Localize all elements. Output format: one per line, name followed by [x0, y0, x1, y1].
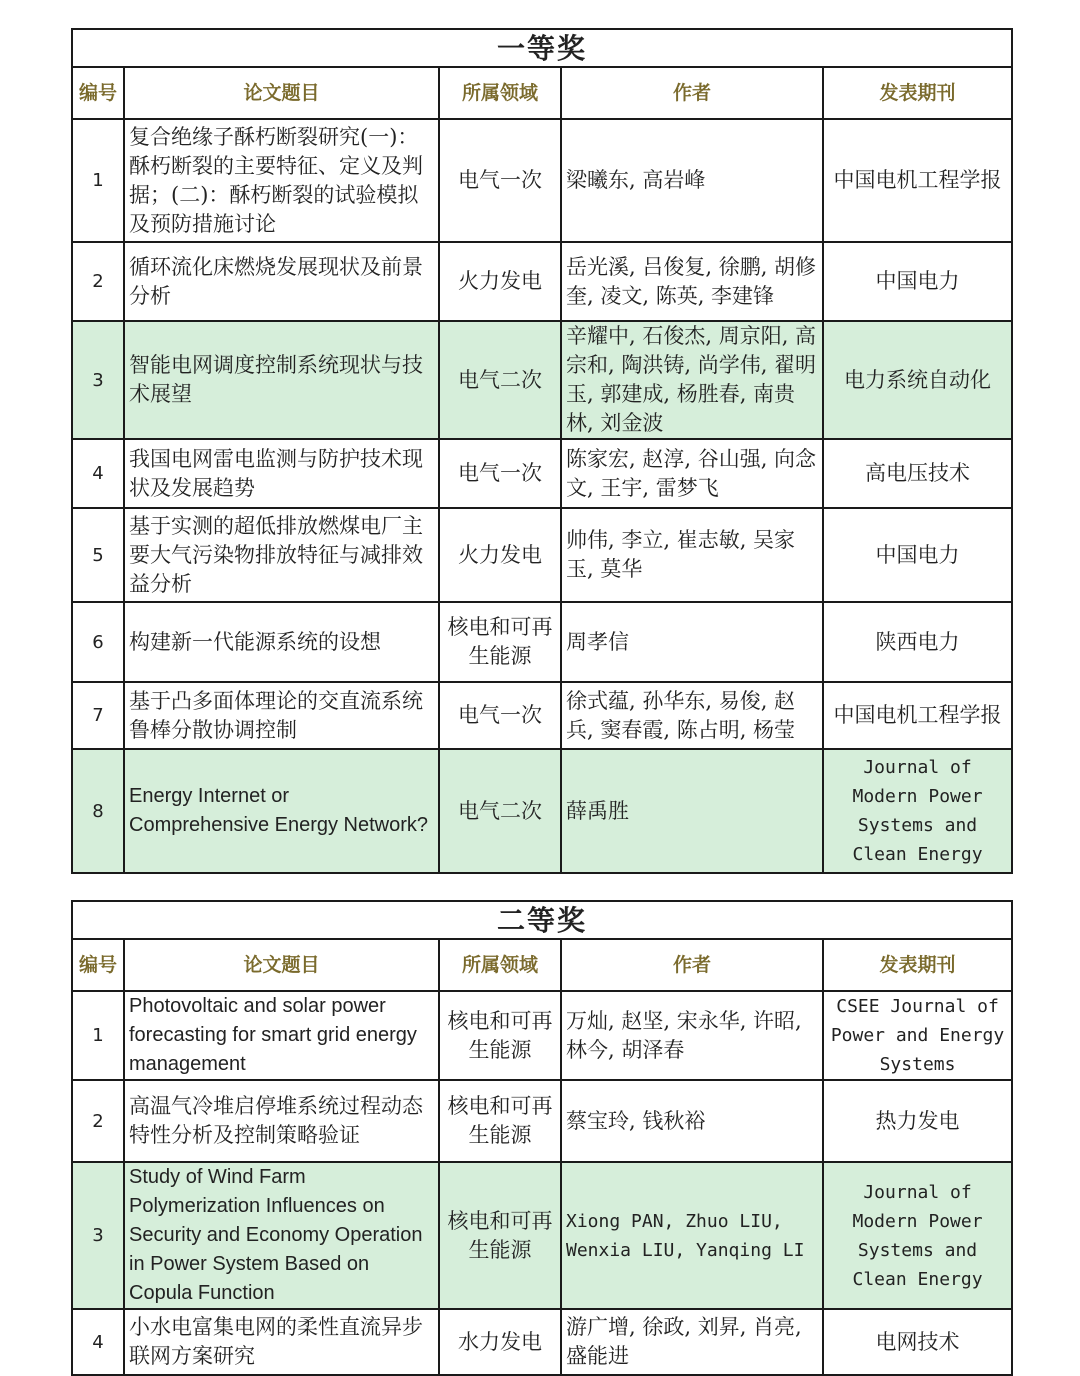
paper-field: 核电和可再生能源 [439, 1162, 561, 1309]
paper-field: 电气二次 [439, 749, 561, 873]
paper-journal: 中国电力 [823, 242, 1012, 321]
table-row [72, 119, 1012, 242]
paper-title: 复合绝缘子酥朽断裂研究(一)：酥朽断裂的主要特征、定义及判据；(二)：酥朽断裂的试验模拟及预防措施讨论 [124, 119, 439, 242]
first-prize-caption: 一等奖 [72, 29, 1012, 67]
paper-field: 核电和可再生能源 [439, 602, 561, 682]
paper-field: 电气一次 [439, 682, 561, 749]
second-prize-table [71, 900, 1013, 1376]
row-no: 8 [72, 749, 124, 873]
paper-authors: Xiong PAN, Zhuo LIU, Wenxia LIU, Yanqing LI [561, 1162, 823, 1309]
row-no: 4 [72, 439, 124, 508]
table-row [72, 1309, 1012, 1375]
row-no: 1 [72, 991, 124, 1080]
paper-field: 核电和可再生能源 [439, 991, 561, 1080]
paper-journal: 中国电机工程学报 [823, 682, 1012, 749]
table-row [72, 749, 1012, 873]
paper-journal: CSEE Journal of Power and Energy Systems [823, 991, 1012, 1080]
paper-title: 我国电网雷电监测与防护技术现状及发展趋势 [124, 439, 439, 508]
paper-field: 火力发电 [439, 508, 561, 602]
header-title: 论文题目 [124, 67, 439, 119]
table-row [72, 321, 1012, 439]
paper-title: 高温气冷堆启停堆系统过程动态特性分析及控制策略验证 [124, 1080, 439, 1162]
paper-authors: 薛禹胜 [561, 749, 823, 873]
paper-title: 循环流化床燃烧发展现状及前景分析 [124, 242, 439, 321]
table-row [72, 439, 1012, 508]
paper-authors: 蔡宝玲, 钱秋裕 [561, 1080, 823, 1162]
paper-journal: 陕西电力 [823, 602, 1012, 682]
table-row [72, 1080, 1012, 1162]
paper-title: Energy Internet or Comprehensive Energy Network? [124, 749, 439, 873]
paper-authors: 周孝信 [561, 602, 823, 682]
paper-journal: Journal of Modern Power Systems and Clean Energy [823, 1162, 1012, 1309]
header-authors: 作者 [561, 939, 823, 991]
row-no: 7 [72, 682, 124, 749]
paper-title: 基于实测的超低排放燃煤电厂主要大气污染物排放特征与减排效益分析 [124, 508, 439, 602]
paper-authors: 辛耀中, 石俊杰, 周京阳, 高宗和, 陶洪铸, 尚学伟, 翟明玉, 郭建成, 杨胜春, 南贵林, 刘金波 [561, 321, 823, 439]
paper-field: 火力发电 [439, 242, 561, 321]
table-row [72, 508, 1012, 602]
paper-title: Study of Wind Farm Polymerization Influences on Security and Economy Operation in Power System Based on Copula Function [124, 1162, 439, 1309]
row-no: 3 [72, 1162, 124, 1309]
paper-authors: 徐式蕴, 孙华东, 易俊, 赵兵, 窦春霞, 陈占明, 杨莹 [561, 682, 823, 749]
row-no: 6 [72, 602, 124, 682]
paper-field: 电气二次 [439, 321, 561, 439]
paper-journal: 电网技术 [823, 1309, 1012, 1375]
paper-title: 小水电富集电网的柔性直流异步联网方案研究 [124, 1309, 439, 1375]
table-row [72, 1162, 1012, 1309]
paper-authors: 帅伟, 李立, 崔志敏, 吴家玉, 莫华 [561, 508, 823, 602]
header-no: 编号 [72, 939, 124, 991]
paper-title: 构建新一代能源系统的设想 [124, 602, 439, 682]
header-field: 所属领域 [439, 939, 561, 991]
paper-field: 核电和可再生能源 [439, 1080, 561, 1162]
table-row [72, 682, 1012, 749]
header-journal: 发表期刊 [823, 67, 1012, 119]
paper-journal: 中国电力 [823, 508, 1012, 602]
second-prize-caption: 二等奖 [72, 901, 1012, 939]
paper-field: 电气一次 [439, 119, 561, 242]
row-no: 3 [72, 321, 124, 439]
header-no: 编号 [72, 67, 124, 119]
paper-field: 水力发电 [439, 1309, 561, 1375]
header-field: 所属领域 [439, 67, 561, 119]
table-row [72, 991, 1012, 1080]
paper-authors: 游广增, 徐政, 刘昇, 肖亮, 盛能进 [561, 1309, 823, 1375]
paper-title: Photovoltaic and solar power forecasting for smart grid energy management [124, 991, 439, 1080]
header-title: 论文题目 [124, 939, 439, 991]
row-no: 4 [72, 1309, 124, 1375]
paper-authors: 岳光溪, 吕俊复, 徐鹏, 胡修奎, 凌文, 陈英, 李建锋 [561, 242, 823, 321]
paper-journal: 高电压技术 [823, 439, 1012, 508]
header-authors: 作者 [561, 67, 823, 119]
row-no: 2 [72, 1080, 124, 1162]
paper-field: 电气一次 [439, 439, 561, 508]
paper-authors: 梁曦东, 高岩峰 [561, 119, 823, 242]
first-prize-table [71, 28, 1013, 874]
paper-journal: 中国电机工程学报 [823, 119, 1012, 242]
paper-journal: 电力系统自动化 [823, 321, 1012, 439]
paper-title: 智能电网调度控制系统现状与技术展望 [124, 321, 439, 439]
paper-journal: 热力发电 [823, 1080, 1012, 1162]
header-journal: 发表期刊 [823, 939, 1012, 991]
row-no: 1 [72, 119, 124, 242]
row-no: 2 [72, 242, 124, 321]
paper-title: 基于凸多面体理论的交直流系统鲁棒分散协调控制 [124, 682, 439, 749]
table-row [72, 602, 1012, 682]
table-row [72, 242, 1012, 321]
paper-authors: 万灿, 赵坚, 宋永华, 许昭, 林今, 胡泽春 [561, 991, 823, 1080]
row-no: 5 [72, 508, 124, 602]
paper-journal: Journal of Modern Power Systems and Clean Energy [823, 749, 1012, 873]
paper-authors: 陈家宏, 赵淳, 谷山强, 向念文, 王宇, 雷梦飞 [561, 439, 823, 508]
